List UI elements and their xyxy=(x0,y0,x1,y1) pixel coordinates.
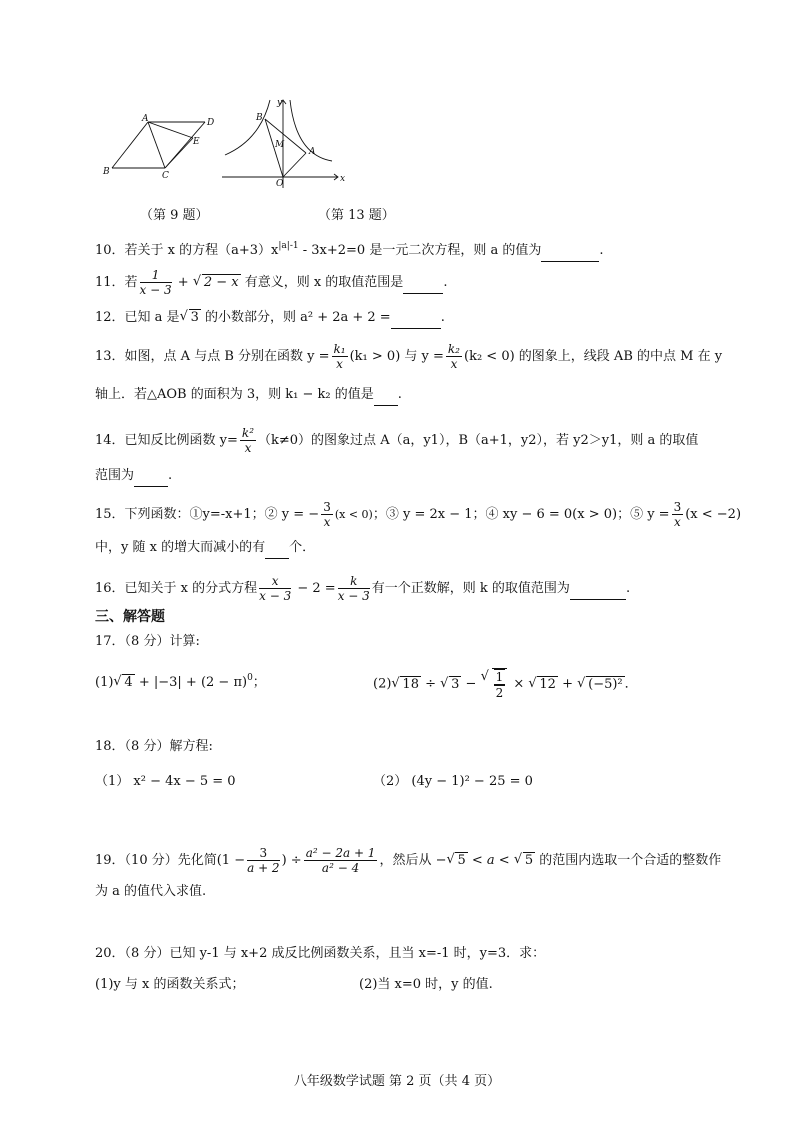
page-footer: 八年级数学试题 第 2 页（共 4 页） xyxy=(293,1074,501,1089)
question-14-line-1: 14．已知反比例函数 y= $\frac{\text{k²}}{x}$ （k≠0）的图象过点 A（a，y1），B（a+1，y2），若 y2＞y1，则 a 的取值 xyxy=(95,426,699,455)
label-c: C xyxy=(162,171,169,181)
question-19-line-2: 为 a 的值代入求值. xyxy=(95,884,207,899)
segment-oa xyxy=(283,153,306,177)
question-16: 16．已知关于 x 的分式方程 $\frac{x}{x - 3}$ − 2 = $\frac{k}{x - 3}$ 有一个正数解，则 k 的取值范围为 . xyxy=(95,574,631,603)
label-e: E xyxy=(193,137,200,147)
segment-ab xyxy=(112,122,148,168)
figure-9-diagram xyxy=(100,112,220,182)
question-18-part-2: （2） (4y − 1)² − 25 = 0 xyxy=(373,774,533,789)
figure-13-caption: （第 13 题） xyxy=(318,208,395,223)
section-heading: 三、解答题 xyxy=(95,609,165,625)
answer-blank xyxy=(391,308,441,329)
question-17-title: 17．（8 分）计算: xyxy=(95,634,200,649)
question-20-part-1: (1)y 与 x 的函数关系式； xyxy=(95,977,245,992)
question-18-part-1: （1） x² − 4x − 5 = 0 xyxy=(95,774,236,789)
answer-blank xyxy=(403,273,443,294)
question-20-title: 20．（8 分）已知 y-1 与 x+2 成反比例函数关系，且当 x=-1 时，y=3．求： xyxy=(95,946,546,961)
question-13-line-2: 轴上．若△AOB 的面积为 3，则 k₁ − k₂ 的值是 . xyxy=(95,385,402,406)
label-d: D xyxy=(207,118,215,128)
question-14-line-2: 范围为 . xyxy=(95,466,172,487)
segment-ae xyxy=(148,122,193,138)
figure-9-caption: （第 9 题） xyxy=(140,208,209,223)
label-x: x xyxy=(340,174,346,184)
question-20-part-2: (2)当 x=0 时，y 的值. xyxy=(359,977,493,992)
answer-blank xyxy=(570,579,626,600)
answer-blank xyxy=(134,466,168,487)
figure-13-diagram xyxy=(220,95,350,190)
label-m: M xyxy=(275,140,285,150)
question-11: 11．若 $\frac{1}{x - 3}$ + √ 2 − x 有意义，则 x 的取值范围是 . xyxy=(95,268,447,297)
question-15-line-1: 15．下列函数：①y=-x+1；② y = − $\frac{3}{x}$ (x < 0)；③ y = 2x − 1；④ xy − 6 = 0(x > 0)；⑤ y = $\frac{3}{x}$ (x < −2) xyxy=(95,500,742,529)
curve-k2-negative xyxy=(225,100,270,155)
question-13-line-1: 13．如图，点 A 与点 B 分别在函数 y = $\frac{\text{k₁}}{x}$ (k₁ > 0) 与 y = $\frac{\text{k₂}}{x}$ (k₂ < 0) 的图象上，线段 AB 的中点 M 在 y xyxy=(95,342,723,371)
question-18-title: 18．（8 分）解方程: xyxy=(95,739,213,754)
label-a: A xyxy=(309,147,316,157)
label-a: A xyxy=(142,114,149,124)
label-b: B xyxy=(103,167,110,177)
answer-blank xyxy=(541,241,599,262)
question-12: 12．已知 a 是√ 3 的小数部分，则 a² + 2a + 2 = . xyxy=(95,308,445,329)
answer-blank xyxy=(374,385,398,406)
label-o: O xyxy=(276,179,284,189)
question-17-part-2: (2)√ 18 ÷ √ 3 − √ $\frac{1}{2}$ × √ 12 + √ (−5)² ． xyxy=(373,668,638,700)
segment-ce xyxy=(165,138,193,168)
label-y: y xyxy=(277,98,283,108)
question-17-part-1: (1)√ $4 + |-3| + (2 - \pi)^0$； xyxy=(95,668,266,693)
label-b: B xyxy=(256,113,263,123)
question-10: 10．若关于 x 的方程$(a+3)x^{|a|-1} - 3x+2=0$ 是一元二次方程，则 a 的值为 . xyxy=(95,236,603,262)
question-19-line-1: 19．（10 分）先化简(1 − $\frac{3}{a + 2}$ ) ÷ $\frac{\text{a² − 2a + 1}}{\text{a² − 4}}$ ，然后从 −√ 5 < a < √ 5 的范围内选取一个合适的整数作 xyxy=(95,846,721,875)
segment-ac xyxy=(148,122,165,168)
answer-blank xyxy=(265,538,289,559)
question-15-line-2: 中，y 随 x 的增大而减小的有 个． xyxy=(95,538,315,559)
